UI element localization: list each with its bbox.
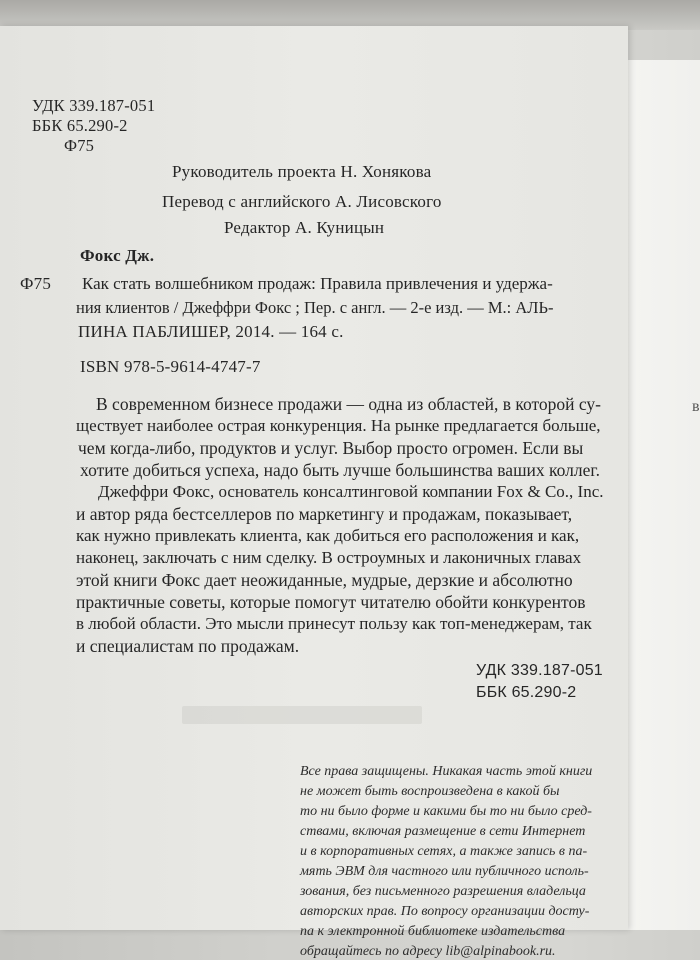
rights-line: не может быть воспроизведена в какой бы: [300, 784, 560, 799]
isbn: ISBN 978-5-9614-4747-7: [80, 357, 261, 376]
project-manager: Руководитель проекта Н. Хонякова: [172, 162, 432, 181]
annotation-line: этой книги Фокс дает неожиданные, мудрые, дерзкие и абсолютно: [76, 570, 573, 590]
facing-page-glyph: в: [692, 398, 700, 415]
show-through-text: [182, 706, 422, 724]
annotation-line: в любой области. Это мысли принесут пользу как топ-менеджерам, так: [76, 614, 592, 633]
rights-line: то ни было форме и какими бы то ни было сред-: [300, 804, 592, 819]
rights-line: ствами, включая размещение в сети Интернет: [300, 824, 586, 839]
annotation-line: Джеффри Фокс, основатель консалтинговой компании Fox & Co., Inc.: [98, 482, 604, 501]
udk-code: УДК 339.187-051: [32, 96, 156, 115]
translator: Перевод с английского А. Лисовского: [162, 192, 442, 211]
annotation-line: В современном бизнесе продажи — одна из областей, в которой су-: [96, 394, 602, 414]
annotation-line: хотите добиться успеха, надо быть лучше большинства ваших коллег.: [80, 460, 600, 480]
author-index: Ф75: [64, 136, 95, 155]
annotation-line: как нужно привлекать клиента, как добиться его расположения и как,: [76, 526, 580, 545]
editor: Редактор А. Куницын: [224, 218, 385, 237]
annotation-line: и специалистам по продажам.: [76, 636, 300, 656]
rights-line: и в корпоративных сетях, а также запись в па-: [300, 844, 588, 859]
annotation-line: ществует наиболее острая конкуренция. На рынке предлагается больше,: [76, 416, 601, 435]
rights-line: па к электронной библиотеке издательства: [300, 924, 566, 939]
catalog-line-3: ПИНА ПАБЛИШЕР, 2014. — 164 с.: [78, 322, 344, 341]
catalog-line-1: Как стать волшебником продаж: Правила привлечения и удержа-: [82, 274, 553, 293]
rights-line: авторских прав. По вопросу организации досту-: [300, 904, 590, 919]
rights-line: мять ЭВМ для частного или публичного исполь-: [300, 864, 589, 879]
annotation-line: наконец, заключать с ним сделку. В остроумных и лаконичных главах: [76, 548, 582, 567]
footer-udk: УДК 339.187-051: [476, 662, 603, 679]
rights-line: обращайтесь по адресу lib@alpinabook.ru.: [300, 944, 556, 959]
facing-page: [628, 60, 700, 930]
annotation-line: чем когда-либо, продуктов и услуг. Выбор просто огромен. Если вы: [78, 438, 584, 458]
catalog-author: Фокс Дж.: [80, 246, 155, 265]
rights-line: Все права защищены. Никакая часть этой книги: [300, 764, 593, 779]
rights-line: зования, без письменного разрешения владельца: [300, 884, 586, 899]
bbk-code: ББК 65.290-2: [32, 116, 128, 135]
catalog-line-2: ния клиентов / Джеффри Фокс ; Пер. с англ. — 2-е изд. — М.: АЛЬ-: [76, 298, 554, 317]
footer-bbk: ББК 65.290-2: [476, 684, 577, 701]
annotation-line: и автор ряда бестселлеров по маркетингу и продажам, показывает,: [76, 504, 573, 524]
catalog-index: Ф75: [20, 274, 52, 293]
annotation-line: практичные советы, которые помогут читателю обойти конкурентов: [76, 592, 586, 612]
